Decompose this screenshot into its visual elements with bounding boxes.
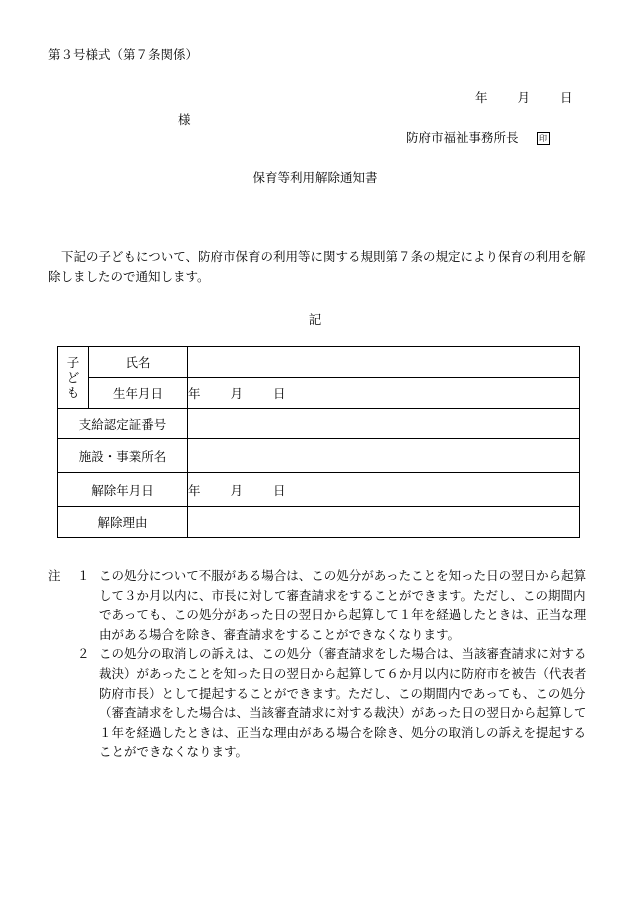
certificate-number-field[interactable] bbox=[188, 409, 580, 439]
issuer-name: 防府市福祉事務所長 bbox=[406, 130, 519, 145]
cancellation-reason-field[interactable] bbox=[188, 507, 580, 538]
name-label: 氏名 bbox=[89, 347, 188, 378]
details-table bbox=[57, 346, 580, 538]
cancellation-year-label: 年 bbox=[188, 482, 201, 498]
cancellation-reason-label: 解除理由 bbox=[58, 507, 188, 538]
cancellation-date-field[interactable] bbox=[188, 473, 580, 507]
date-day-label: 日 bbox=[560, 90, 573, 105]
table-row bbox=[58, 409, 580, 439]
notes bbox=[48, 566, 599, 762]
birthdate-label: 生年月日 bbox=[89, 378, 188, 409]
birthdate-field[interactable] bbox=[188, 378, 580, 409]
note-text: この処分の取消しの訴えは、この処分（審査請求をした場合は、当該審査請求に対する裁決）があったことを知った日の翌日から起算して６か月以内に防府市を被告（代表者 防府市長）として提起することができます。ただし、この期間内であっても、この処分（審査請求をした場合は、当該審査請求に対する裁決）があった日の翌日から起算して１年を経過したときは、正当な理由がある場合を除き、処分の取消しの訴えを提起することができなくなります。 bbox=[99, 646, 599, 760]
cancellation-day-label: 日 bbox=[273, 482, 286, 498]
document-title: 保育等利用解除通知書 bbox=[252, 170, 378, 185]
table-row bbox=[58, 473, 580, 507]
note-item bbox=[57, 644, 599, 762]
form-number: 第３号様式（第７条関係） bbox=[48, 47, 199, 62]
child-group-text: 子ども bbox=[66, 355, 80, 400]
cancellation-month-label: 月 bbox=[230, 482, 244, 498]
issuer bbox=[406, 128, 550, 146]
facility-name-label: 施設・事業所名 bbox=[58, 439, 188, 473]
addressee-suffix: 様 bbox=[178, 112, 191, 127]
body-text: 下記の子どもについて、防府市保育の利用等に関する規則第７条の規定により保育の利用を解除しましたので通知します。 bbox=[48, 249, 586, 284]
seal-mark: 印 bbox=[537, 132, 550, 145]
ki-label: 記 bbox=[308, 312, 322, 327]
name-field[interactable] bbox=[188, 347, 580, 378]
date-year-label: 年 bbox=[475, 90, 488, 105]
birthdate-day-label: 日 bbox=[273, 386, 286, 401]
facility-name-field[interactable] bbox=[188, 439, 580, 473]
issue-date bbox=[475, 88, 573, 106]
note-number: ２ bbox=[77, 646, 90, 662]
table-row bbox=[58, 347, 580, 378]
certificate-number-label: 支給認定証番号 bbox=[58, 409, 188, 439]
table-row bbox=[58, 439, 580, 473]
date-month-label: 月 bbox=[517, 90, 531, 105]
table-row bbox=[58, 507, 580, 538]
child-group-label bbox=[58, 347, 89, 409]
note-number: １ bbox=[77, 568, 90, 583]
table-row bbox=[58, 378, 580, 409]
cancellation-date-label: 解除年月日 bbox=[58, 473, 188, 507]
note-item bbox=[57, 566, 587, 644]
note-text: この処分について不服がある場合は、この処分があったことを知った日の翌日から起算して３か月以内に、市長に対して審査請求をすることができます。ただし、この期間内であっても、この処分があった日の翌日から起算して１年を経過したときは、正当な理由がある場合を除き、審査請求をすることができなくなります。 bbox=[99, 568, 587, 642]
notes-head: 注 bbox=[48, 568, 61, 583]
birthdate-month-label: 月 bbox=[230, 386, 244, 401]
birthdate-year-label: 年 bbox=[188, 386, 201, 401]
